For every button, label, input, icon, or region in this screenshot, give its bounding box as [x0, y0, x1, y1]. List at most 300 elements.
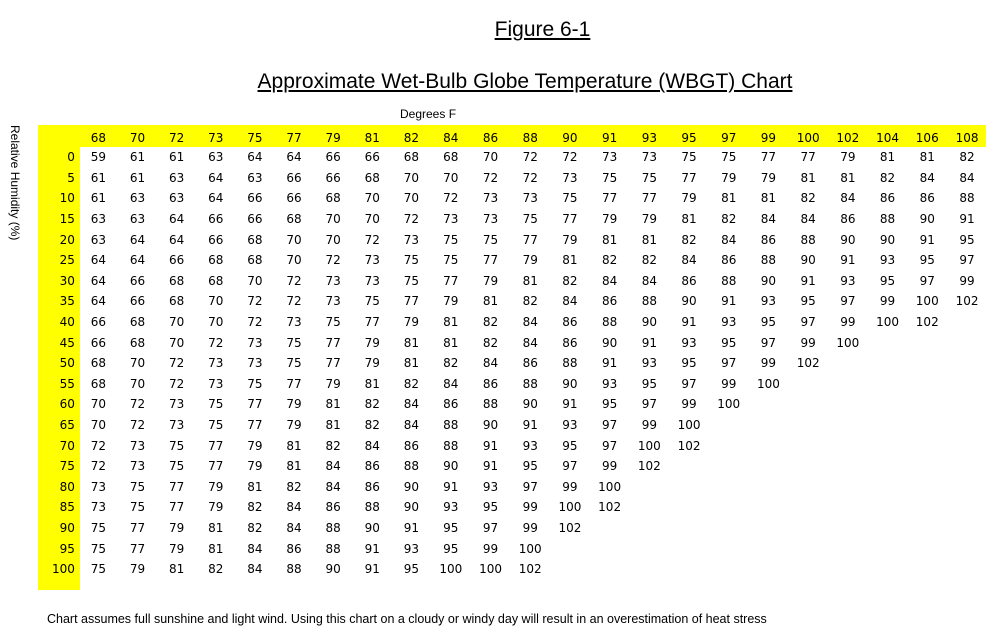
wbgt-cell: 72: [286, 294, 302, 309]
wbgt-cell: 72: [247, 315, 263, 330]
column-header-temp: 73: [208, 130, 224, 145]
wbgt-cell: 81: [169, 562, 185, 577]
wbgt-cell: 84: [840, 191, 856, 206]
wbgt-cell: 99: [800, 335, 816, 350]
wbgt-cell: 70: [90, 397, 107, 412]
wbgt-cell: 84: [403, 418, 420, 433]
footnote: Chart assumes full sunshine and light wind. Using this chart on a cloudy or windy day will result in an overestimation of heat stress: [47, 612, 767, 626]
wbgt-cell: 75: [482, 232, 499, 247]
wbgt-cell: 77: [800, 150, 816, 165]
wbgt-cell: 70: [286, 253, 302, 268]
wbgt-cell: 86: [482, 376, 499, 391]
wbgt-cell: 75: [169, 438, 185, 453]
wbgt-cell: 81: [482, 294, 499, 309]
x-axis-label: Degrees F: [400, 107, 457, 121]
wbgt-cell: 81: [443, 335, 459, 350]
row-header-humidity: 60: [59, 397, 75, 412]
wbgt-cell: 84: [364, 438, 380, 453]
column-header-temp: 79: [325, 130, 341, 145]
wbgt-cell: 70: [325, 212, 341, 227]
wbgt-cell: [868, 435, 908, 456]
wbgt-cell: 86: [919, 191, 935, 206]
column-header-temp: 104: [876, 130, 899, 145]
wbgt-cell: 99: [562, 479, 578, 494]
row-header-humidity: 50: [59, 356, 75, 371]
wbgt-cell: 88: [482, 397, 499, 412]
wbgt-cell: 100: [598, 479, 622, 494]
wbgt-cell: 77: [601, 191, 618, 206]
wbgt-cell: 73: [90, 479, 107, 494]
wbgt-cell: 82: [247, 500, 263, 515]
wbgt-cell: 99: [641, 418, 657, 433]
wbgt-cell: 99: [522, 520, 538, 535]
wbgt-cell: 77: [208, 459, 224, 474]
wbgt-cell: 82: [364, 397, 380, 412]
wbgt-cell: 81: [286, 438, 302, 453]
table-row: [38, 147, 987, 168]
wbgt-cell: 82: [482, 335, 499, 350]
wbgt-cell: [947, 559, 987, 580]
wbgt-cell: 75: [90, 541, 107, 556]
wbgt-cell: 99: [601, 459, 618, 474]
wbgt-cell: 95: [403, 562, 420, 577]
wbgt-cell: 79: [247, 438, 263, 453]
wbgt-cell: 77: [482, 253, 499, 268]
wbgt-cell: 95: [760, 315, 777, 330]
wbgt-cell: [947, 415, 987, 436]
wbgt-cell: [788, 477, 828, 498]
wbgt-cell: 75: [286, 356, 302, 371]
wbgt-cell: 73: [129, 438, 146, 453]
wbgt-cell: 81: [403, 356, 420, 371]
wbgt-cell: 77: [247, 397, 263, 412]
wbgt-cell: 91: [443, 479, 459, 494]
wbgt-cell: [828, 538, 868, 559]
wbgt-cell: [907, 477, 947, 498]
wbgt-cell: 63: [208, 150, 224, 165]
wbgt-cell: 97: [800, 315, 816, 330]
column-header-temp: 75: [247, 130, 263, 145]
wbgt-cell: 95: [959, 232, 975, 247]
wbgt-cell: [788, 538, 828, 559]
wbgt-cell: 100: [439, 562, 463, 577]
wbgt-cell: 61: [129, 150, 146, 165]
wbgt-cell: 99: [482, 541, 499, 556]
column-header-temp: 88: [522, 130, 538, 145]
wbgt-cell: 91: [959, 212, 975, 227]
wbgt-cell: 82: [443, 356, 459, 371]
wbgt-cell: [709, 435, 749, 456]
wbgt-cell: 66: [208, 232, 224, 247]
wbgt-cell: 91: [562, 397, 578, 412]
row-header-humidity: 75: [59, 459, 75, 474]
table-row: [38, 332, 987, 353]
wbgt-cell: 64: [208, 170, 224, 185]
wbgt-cell: 95: [641, 376, 657, 391]
wbgt-cell: 77: [522, 232, 538, 247]
wbgt-cell: 72: [443, 191, 459, 206]
wbgt-cell: 75: [403, 253, 420, 268]
wbgt-cell: 73: [601, 150, 618, 165]
wbgt-cell: 75: [286, 335, 302, 350]
wbgt-cell: 91: [641, 335, 657, 350]
wbgt-cell: 68: [443, 150, 459, 165]
wbgt-cell: [828, 353, 868, 374]
wbgt-cell: 90: [364, 520, 380, 535]
table-row: [38, 456, 987, 477]
wbgt-cell: 99: [879, 294, 896, 309]
wbgt-cell: [907, 353, 947, 374]
wbgt-cell: 99: [959, 273, 975, 288]
wbgt-cell: 91: [800, 273, 816, 288]
wbgt-cell: [907, 456, 947, 477]
wbgt-cell: 68: [325, 191, 341, 206]
wbgt-cell: 77: [681, 170, 697, 185]
wbgt-cell: 64: [169, 212, 185, 227]
wbgt-cell: 75: [721, 150, 737, 165]
wbgt-cell: 102: [637, 459, 661, 474]
wbgt-cell: 97: [601, 438, 618, 453]
wbgt-cell: [709, 538, 749, 559]
wbgt-cell: 70: [247, 273, 263, 288]
wbgt-cell: [868, 353, 908, 374]
wbgt-cell: [828, 477, 868, 498]
wbgt-cell: 73: [325, 273, 341, 288]
column-header-temp: 102: [836, 130, 860, 145]
wbgt-cell: 88: [443, 438, 459, 453]
wbgt-cell: 64: [247, 150, 263, 165]
wbgt-cell: 84: [919, 170, 935, 185]
wbgt-cell: 82: [879, 170, 896, 185]
wbgt-cell: 82: [247, 520, 263, 535]
wbgt-cell: 73: [90, 500, 107, 515]
wbgt-cell: 102: [677, 438, 701, 453]
wbgt-cell: 86: [601, 294, 618, 309]
wbgt-cell: 102: [558, 520, 582, 535]
wbgt-cell: 63: [247, 170, 263, 185]
wbgt-cell: 64: [90, 294, 107, 309]
wbgt-cell: 82: [482, 315, 499, 330]
wbgt-cell: 90: [403, 500, 420, 515]
wbgt-cell: 81: [760, 191, 777, 206]
wbgt-cell: 81: [840, 170, 856, 185]
wbgt-cell: 90: [681, 294, 697, 309]
wbgt-cell: 72: [129, 418, 146, 433]
wbgt-cell: 77: [641, 191, 657, 206]
wbgt-cell: 82: [681, 232, 697, 247]
wbgt-cell: 90: [800, 253, 816, 268]
wbgt-cell: 93: [443, 500, 459, 515]
wbgt-cell: 90: [522, 397, 538, 412]
wbgt-cell: 82: [641, 253, 657, 268]
wbgt-cell: 93: [721, 315, 737, 330]
wbgt-cell: 66: [364, 150, 380, 165]
wbgt-cell: [669, 559, 709, 580]
wbgt-cell: 77: [403, 294, 420, 309]
wbgt-cell: [947, 477, 987, 498]
wbgt-cell: 93: [879, 253, 896, 268]
wbgt-cell: [788, 394, 828, 415]
wbgt-cell: 79: [760, 170, 777, 185]
wbgt-cell: 82: [286, 479, 302, 494]
wbgt-cell: 79: [601, 212, 618, 227]
wbgt-cell: 82: [208, 562, 224, 577]
wbgt-cell: 66: [247, 212, 263, 227]
wbgt-cell: 84: [800, 212, 816, 227]
wbgt-cell: 70: [169, 315, 185, 330]
wbgt-cell: 82: [403, 376, 420, 391]
wbgt-cell: 75: [129, 500, 146, 515]
wbgt-cell: 81: [919, 150, 935, 165]
wbgt-cell: [749, 435, 789, 456]
row-header-humidity: 85: [59, 500, 75, 515]
wbgt-cell: 79: [169, 520, 185, 535]
column-header-temp: 99: [760, 130, 777, 145]
wbgt-cell: 75: [364, 294, 380, 309]
wbgt-cell: 70: [403, 191, 420, 206]
wbgt-cell: 84: [325, 459, 341, 474]
wbgt-cell: 91: [681, 315, 697, 330]
table-row: [38, 477, 987, 498]
table-row: [38, 312, 987, 333]
wbgt-cell: 75: [681, 150, 697, 165]
table-row: [38, 250, 987, 271]
wbgt-cell: [629, 518, 669, 539]
wbgt-cell: 100: [518, 541, 542, 556]
wbgt-cell: 72: [90, 438, 107, 453]
wbgt-cell: 77: [364, 315, 380, 330]
wbgt-cell: 81: [325, 397, 341, 412]
wbgt-cell: 81: [208, 541, 224, 556]
wbgt-cell: 91: [919, 232, 935, 247]
wbgt-cell: [828, 435, 868, 456]
wbgt-cell: 72: [522, 170, 538, 185]
wbgt-cell: 66: [169, 253, 185, 268]
column-header-temp: 106: [915, 130, 939, 145]
wbgt-cell: 73: [247, 356, 263, 371]
wbgt-cell: 97: [522, 479, 538, 494]
wbgt-cell: 75: [403, 273, 420, 288]
column-header-temp: 72: [169, 130, 185, 145]
wbgt-cell: 97: [641, 397, 657, 412]
table-row: [38, 271, 987, 292]
wbgt-cell: 90: [760, 273, 777, 288]
row-header-humidity: 5: [67, 170, 75, 185]
wbgt-cell: 68: [129, 315, 146, 330]
wbgt-cell: [709, 559, 749, 580]
wbgt-cell: 75: [641, 170, 657, 185]
wbgt-cell: 95: [681, 356, 697, 371]
wbgt-cell: 81: [800, 170, 816, 185]
table-row: [38, 188, 987, 209]
wbgt-cell: [788, 456, 828, 477]
wbgt-cell: 66: [247, 191, 263, 206]
wbgt-cell: 84: [325, 479, 341, 494]
wbgt-cell: 64: [286, 150, 302, 165]
wbgt-cell: 84: [522, 335, 538, 350]
wbgt-cell: 88: [760, 253, 777, 268]
wbgt-cell: [749, 518, 789, 539]
wbgt-cell: [709, 415, 749, 436]
row-header-humidity: 10: [59, 191, 75, 206]
wbgt-cell: 63: [90, 232, 107, 247]
wbgt-cell: 63: [90, 212, 107, 227]
wbgt-cell: 93: [840, 273, 856, 288]
wbgt-cell: 102: [796, 356, 820, 371]
wbgt-cell: 86: [443, 397, 459, 412]
wbgt-cell: 81: [641, 232, 657, 247]
wbgt-cell: 68: [403, 150, 420, 165]
column-header-temp: 82: [403, 130, 420, 145]
wbgt-cell: [669, 497, 709, 518]
wbgt-cell: 100: [677, 418, 701, 433]
wbgt-cell: [709, 456, 749, 477]
table-row: [38, 559, 987, 580]
wbgt-cell: 88: [601, 315, 618, 330]
wbgt-cell: 100: [876, 315, 899, 330]
wbgt-cell: [947, 518, 987, 539]
wbgt-cell: 68: [169, 294, 185, 309]
wbgt-cell: [669, 477, 709, 498]
wbgt-cell: 93: [403, 541, 420, 556]
wbgt-cell: 66: [325, 170, 341, 185]
wbgt-cell: 86: [760, 232, 777, 247]
wbgt-cell: 68: [286, 212, 302, 227]
wbgt-cell: [868, 497, 908, 518]
wbgt-cell: 84: [721, 232, 737, 247]
wbgt-cell: 79: [364, 335, 380, 350]
row-header-humidity: 40: [59, 315, 75, 330]
wbgt-cell: 73: [325, 294, 341, 309]
wbgt-cell: [947, 374, 987, 395]
wbgt-cell: [629, 497, 669, 518]
wbgt-cell: 66: [286, 191, 302, 206]
wbgt-cell: 82: [721, 212, 737, 227]
wbgt-cell: 81: [681, 212, 697, 227]
wbgt-cell: 82: [601, 253, 618, 268]
wbgt-cell: [907, 518, 947, 539]
wbgt-cell: [550, 559, 590, 580]
wbgt-cell: 66: [208, 212, 224, 227]
wbgt-cell: 75: [443, 232, 459, 247]
wbgt-cell: 100: [756, 376, 780, 391]
wbgt-cell: 64: [129, 232, 146, 247]
wbgt-cell: 86: [325, 500, 341, 515]
wbgt-cell: 102: [518, 562, 542, 577]
row-header-humidity: 55: [59, 376, 75, 391]
table-row: [38, 415, 987, 436]
wbgt-cell: 72: [208, 335, 224, 350]
wbgt-cell: [907, 374, 947, 395]
wbgt-cell: 81: [208, 520, 224, 535]
wbgt-cell: 75: [443, 253, 459, 268]
row-header-humidity: 70: [59, 438, 75, 453]
wbgt-cell: 99: [840, 315, 856, 330]
wbgt-cell: 64: [208, 191, 224, 206]
wbgt-cell: 84: [286, 520, 302, 535]
wbgt-cell: [828, 497, 868, 518]
wbgt-cell: 77: [760, 150, 777, 165]
wbgt-cell: 95: [601, 397, 618, 412]
wbgt-cell: [868, 538, 908, 559]
column-header-temp: 68: [90, 130, 107, 145]
figure-label: Figure 6-1: [494, 18, 591, 41]
wbgt-cell: 81: [364, 376, 380, 391]
wbgt-cell: 79: [286, 418, 302, 433]
wbgt-cell: 63: [129, 212, 146, 227]
wbgt-cell: 72: [129, 397, 146, 412]
wbgt-cell: 84: [247, 562, 263, 577]
wbgt-cell: 77: [129, 520, 146, 535]
wbgt-cell: 72: [169, 376, 185, 391]
wbgt-cell: [947, 497, 987, 518]
wbgt-cell: 77: [562, 212, 578, 227]
wbgt-cell: 97: [840, 294, 856, 309]
wbgt-cell: 90: [443, 459, 459, 474]
wbgt-cell: [907, 497, 947, 518]
wbgt-cell: 86: [721, 253, 737, 268]
wbgt-cell: 102: [915, 315, 939, 330]
wbgt-cell: 79: [681, 191, 697, 206]
wbgt-cell: 75: [601, 170, 618, 185]
wbgt-cell: 61: [129, 170, 146, 185]
wbgt-cell: 75: [325, 315, 341, 330]
wbgt-cell: [749, 559, 789, 580]
wbgt-cell: 100: [717, 397, 741, 412]
wbgt-cell: [590, 518, 630, 539]
wbgt-cell: 79: [482, 273, 499, 288]
wbgt-cell: [629, 477, 669, 498]
wbgt-cell: 88: [403, 459, 420, 474]
wbgt-cell: 93: [641, 356, 657, 371]
wbgt-cell: 70: [364, 191, 380, 206]
wbgt-cell: 95: [482, 500, 499, 515]
wbgt-cell: 81: [247, 479, 263, 494]
table-row: [38, 497, 987, 518]
wbgt-cell: 79: [247, 459, 263, 474]
wbgt-cell: [629, 538, 669, 559]
row-header-humidity: 15: [59, 212, 75, 227]
wbgt-cell: 102: [955, 294, 979, 309]
wbgt-cell: [907, 332, 947, 353]
wbgt-cell: 88: [325, 520, 341, 535]
wbgt-cell: 81: [562, 253, 578, 268]
wbgt-cell: 90: [919, 212, 935, 227]
wbgt-cell: 81: [443, 315, 459, 330]
wbgt-cell: 81: [325, 418, 341, 433]
table-row: [38, 353, 987, 374]
wbgt-cell: 100: [915, 294, 939, 309]
wbgt-cell: 70: [208, 315, 224, 330]
wbgt-cell: 73: [247, 335, 263, 350]
wbgt-cell: 81: [403, 335, 420, 350]
wbgt-cell: 84: [443, 376, 459, 391]
wbgt-cell: 77: [129, 541, 146, 556]
wbgt-cell: 100: [558, 500, 582, 515]
column-header-temp: 70: [129, 130, 146, 145]
wbgt-cell: 73: [129, 459, 146, 474]
wbgt-cell: 77: [286, 376, 302, 391]
wbgt-cell: 72: [90, 459, 107, 474]
wbgt-cell: 70: [286, 232, 302, 247]
wbgt-cell: 97: [919, 273, 935, 288]
wbgt-cell: 95: [522, 459, 538, 474]
wbgt-cell: 90: [641, 315, 657, 330]
wbgt-cell: 90: [840, 232, 856, 247]
wbgt-cell: 59: [90, 150, 107, 165]
wbgt-cell: 75: [90, 562, 107, 577]
wbgt-cell: [749, 394, 789, 415]
